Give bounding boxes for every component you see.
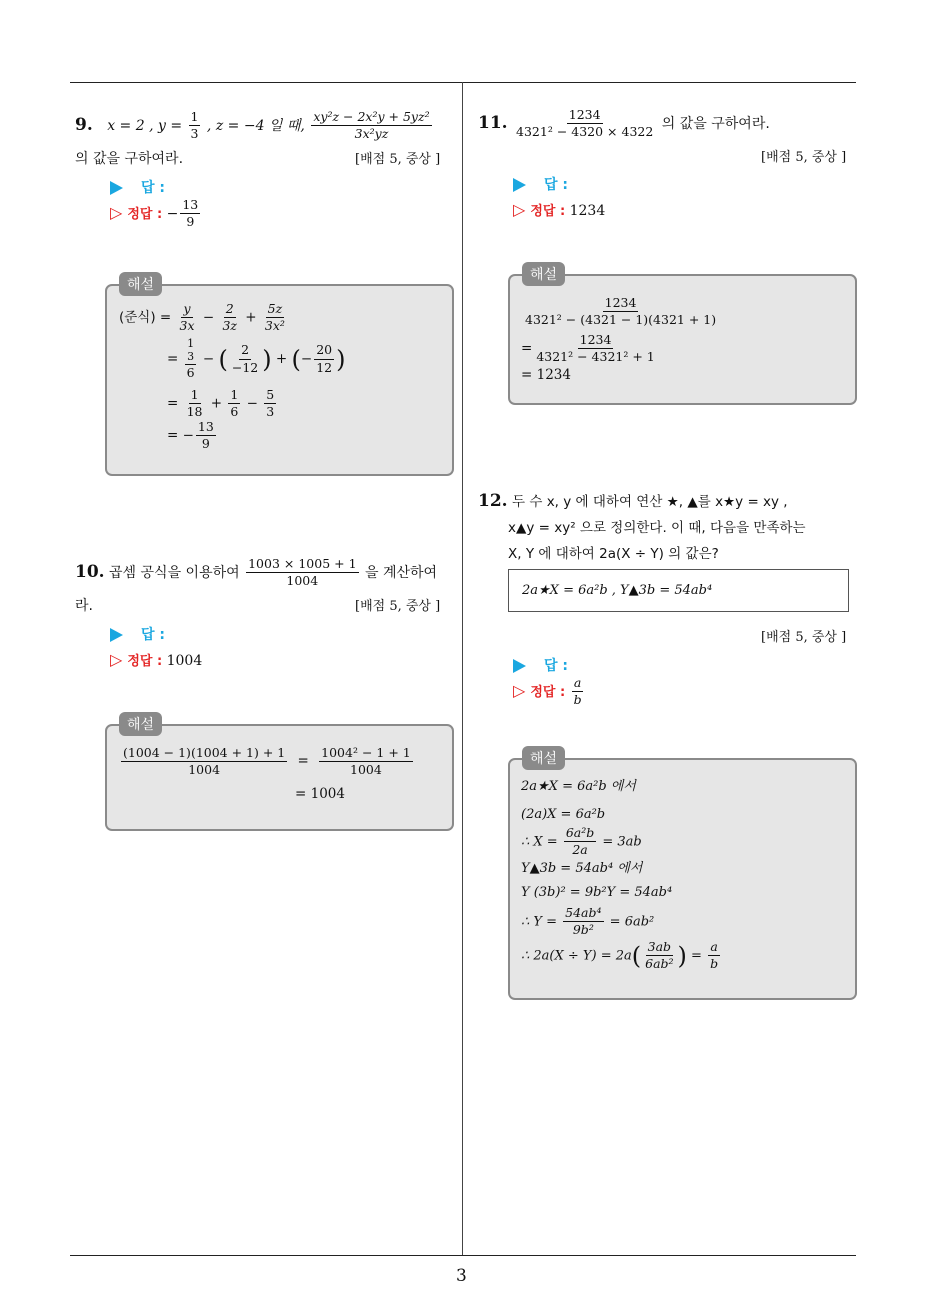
dap-row <box>513 655 568 675</box>
solution-tag: 해설 <box>119 712 162 736</box>
triangle-outline-icon: ▷ <box>513 200 526 219</box>
dap-label: 답 : <box>141 627 165 643</box>
condition-text: 2a★X = 6a²b , Y▲3b = 54ab⁴ <box>522 583 713 598</box>
question-text: 의 값을 구하여라. <box>75 151 184 167</box>
play-icon <box>513 178 526 192</box>
triangle-outline-icon: ▷ <box>513 680 526 700</box>
question-number: 9. <box>75 114 93 135</box>
answer-row <box>110 198 202 230</box>
answer-sign: − <box>166 205 179 222</box>
question-number: 11. <box>478 112 508 133</box>
dap-label: 답 : <box>544 658 568 674</box>
answer-fraction: $\frac{a}{b}$ <box>573 675 582 708</box>
question-number: 10. <box>75 561 105 582</box>
bottom-rule <box>70 1255 856 1256</box>
question-text: x▲y = xy² 으로 정의한다. 이 때, 다음을 만족하는 <box>508 520 806 536</box>
question-text: 을 계산하여 <box>360 564 438 581</box>
column-divider <box>462 82 463 1255</box>
answer-row <box>513 200 605 219</box>
dap-label: 답 : <box>141 180 165 196</box>
answer-row <box>513 676 586 708</box>
score-label: [배점 5, 중상 ] <box>355 152 441 167</box>
triangle-outline-icon: ▷ <box>110 202 123 222</box>
question-text: , z = −4 일 때, <box>202 117 310 134</box>
answer-label: 정답 : <box>127 206 163 222</box>
solution-tag: 해설 <box>522 262 565 286</box>
answer-value: 1004 <box>166 653 203 669</box>
dap-row <box>110 624 165 644</box>
fraction: $\frac{1234}{\text{4321² − 4320 × 4322}}$ <box>516 107 654 140</box>
answer-label: 정답 : <box>530 204 566 219</box>
dap-row <box>513 174 568 194</box>
score-label: [배점 5, 중상 ] <box>761 150 847 165</box>
question-number: 12. <box>478 491 508 511</box>
answer-label: 정답 : <box>530 684 566 700</box>
question-text: X, Y 에 대하여 2a(X ÷ Y) 의 값은? <box>508 546 719 562</box>
question-text: 두 수 x, y 에 대하여 연산 ★, ▲를 x★y = xy , <box>512 494 788 510</box>
fraction: $\frac{\text{xy²z − 2x²y + 5yz²}}{\text{3x²yz}}$ <box>313 109 430 142</box>
dap-label: 답 : <box>544 177 568 193</box>
triangle-outline-icon: ▷ <box>110 650 123 669</box>
question-text: 의 값을 구하여라. <box>657 115 770 132</box>
page-number: 3 <box>456 1266 467 1286</box>
answer-row <box>110 650 202 669</box>
score-label: [배점 5, 중상 ] <box>761 630 847 645</box>
dap-row <box>110 177 165 197</box>
answer-label: 정답 : <box>127 654 163 669</box>
fraction: $\frac{1}{3}$ <box>190 109 199 142</box>
play-icon <box>513 659 526 673</box>
question-text: x = 2 , y = <box>107 117 187 134</box>
question-text: 라. <box>75 598 93 614</box>
play-icon <box>110 181 123 195</box>
solution-tag: 해설 <box>522 746 565 770</box>
top-rule <box>70 82 856 83</box>
answer-fraction: $\frac{13}{9}$ <box>182 197 199 230</box>
play-icon <box>110 628 123 642</box>
score-label: [배점 5, 중상 ] <box>355 599 441 614</box>
question-text: 곱셈 공식을 이용하여 <box>109 564 245 581</box>
fraction: $\frac{1003 \times 1005 + 1}{1004}$ <box>248 556 357 589</box>
solution-tag: 해설 <box>119 272 162 296</box>
answer-value: 1234 <box>569 203 606 219</box>
